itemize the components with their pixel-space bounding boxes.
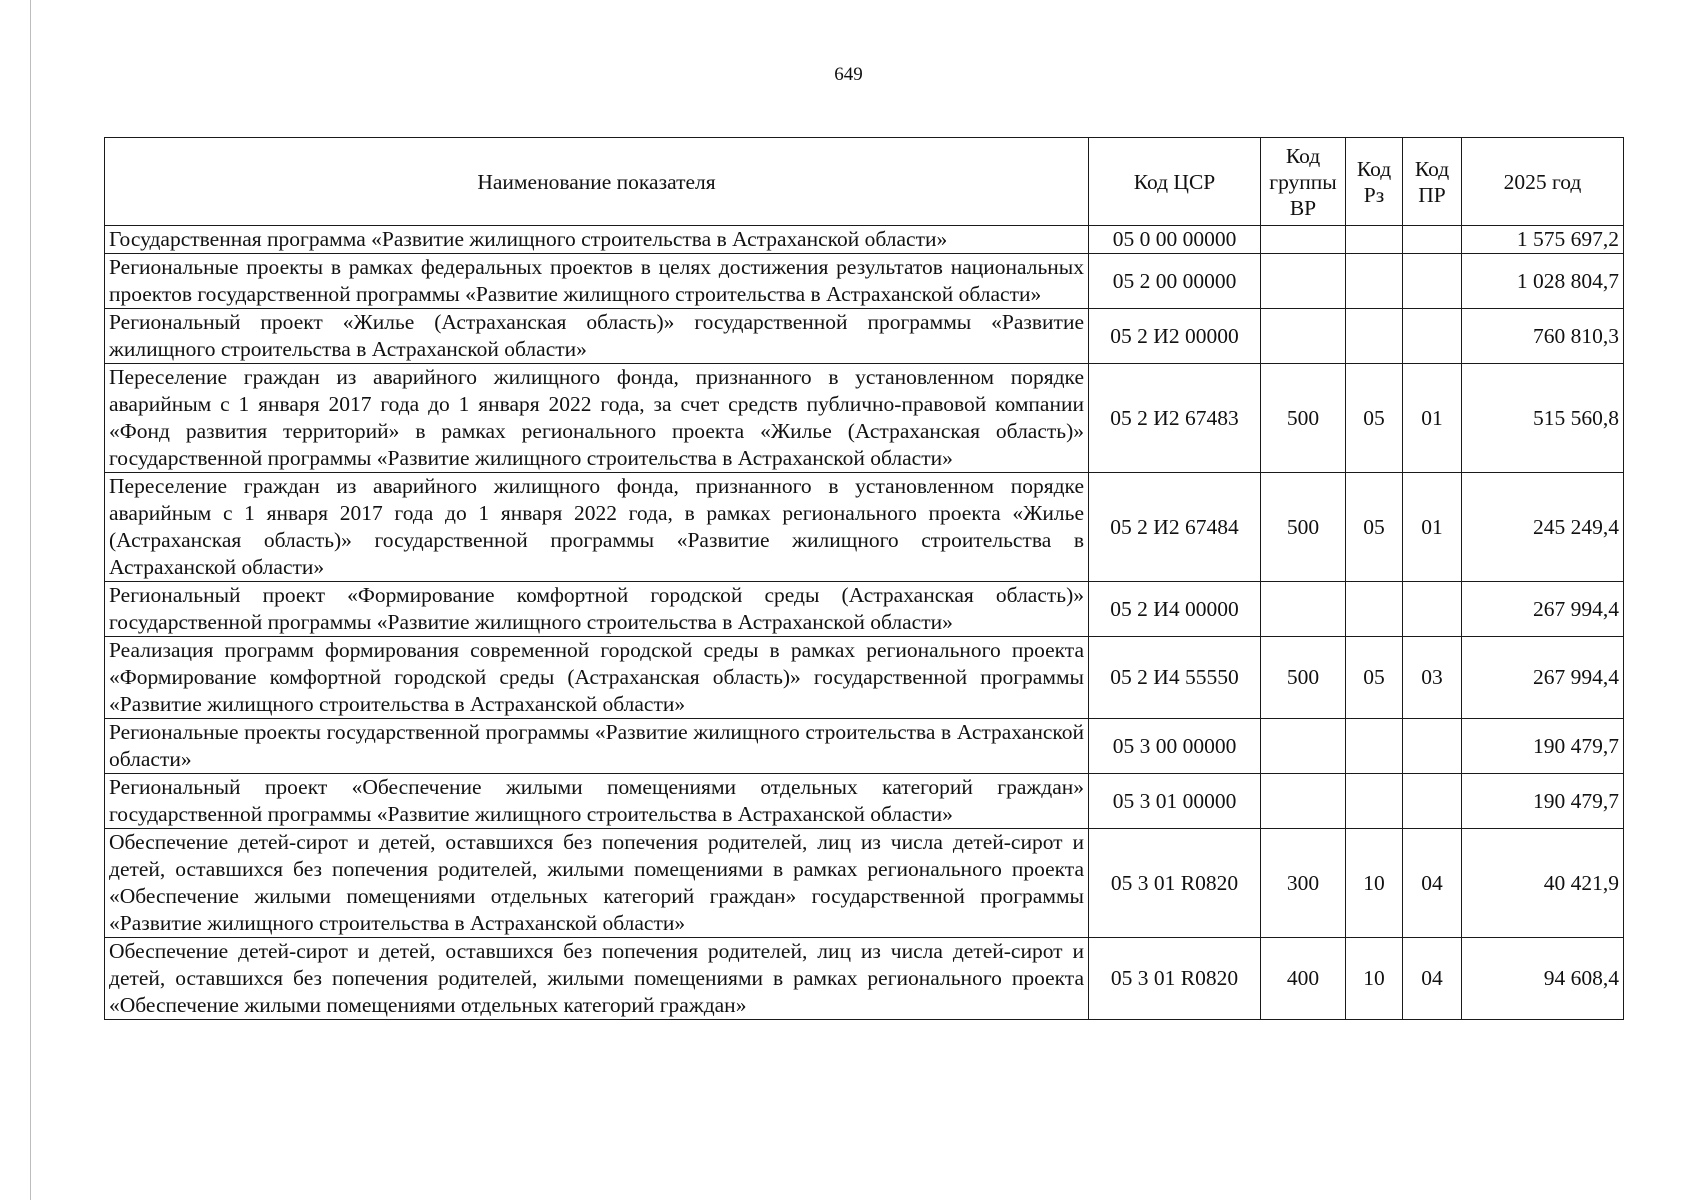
row-csr-code: 05 2 И4 55550 <box>1089 637 1261 719</box>
row-name: Переселение граждан из аварийного жилищного фонда, признанного в установленном порядке аварийным с 1 января 2017 года до 1 января 2022 года, в рамках регионального проекта «Жилье (Астраханская область)» государственной программы «Развитие жилищного строительства в Астраханской области» <box>105 473 1089 582</box>
row-pr-code <box>1403 774 1462 829</box>
row-pr-code <box>1403 254 1462 309</box>
row-rz-code: 05 <box>1346 473 1403 582</box>
row-vr-code: 400 <box>1261 938 1346 1020</box>
header-name: Наименование показателя <box>105 138 1089 226</box>
row-rz-code <box>1346 309 1403 364</box>
table-row <box>105 582 1624 637</box>
row-rz-code: 05 <box>1346 364 1403 473</box>
row-vr-code: 500 <box>1261 473 1346 582</box>
row-vr-code <box>1261 582 1346 637</box>
row-name: Региональные проекты в рамках федеральных проектов в целях достижения результатов национальных проектов государственной программы «Развитие жилищного строительства в Астраханской области» <box>105 254 1089 309</box>
row-name: Региональные проекты государственной программы «Развитие жилищного строительства в Астраханской области» <box>105 719 1089 774</box>
row-amount: 190 479,7 <box>1462 774 1624 829</box>
row-name: Региональный проект «Жилье (Астраханская область)» государственной программы «Развитие жилищного строительства в Астраханской области» <box>105 309 1089 364</box>
table-row <box>105 309 1624 364</box>
table-row <box>105 473 1624 582</box>
row-amount: 1 028 804,7 <box>1462 254 1624 309</box>
row-name: Обеспечение детей-сирот и детей, оставшихся без попечения родителей, лиц из числа детей-сирот и детей, оставшихся без попечения родителей, жилыми помещениями в рамках регионального проекта «Обеспечение жилыми помещениями отдельных категорий граждан» <box>105 938 1089 1020</box>
row-amount: 1 575 697,2 <box>1462 226 1624 254</box>
row-pr-code <box>1403 309 1462 364</box>
row-vr-code: 500 <box>1261 364 1346 473</box>
budget-table <box>104 137 1624 1020</box>
row-csr-code: 05 3 01 00000 <box>1089 774 1261 829</box>
row-name: Региональный проект «Формирование комфортной городской среды (Астраханская область)» государственной программы «Развитие жилищного строительства в Астраханской области» <box>105 582 1089 637</box>
table-header-row <box>105 138 1624 226</box>
row-amount: 40 421,9 <box>1462 829 1624 938</box>
row-name: Государственная программа «Развитие жилищного строительства в Астраханской области» <box>105 226 1089 254</box>
row-pr-code: 01 <box>1403 473 1462 582</box>
row-name: Реализация программ формирования современной городской среды в рамках регионального проекта «Формирование комфортной городской среды (Астраханская область)» государственной программы «Развитие жилищного строительства в Астраханской области» <box>105 637 1089 719</box>
row-name: Обеспечение детей-сирот и детей, оставшихся без попечения родителей, лиц из числа детей-сирот и детей, оставшихся без попечения родителей, жилыми помещениями в рамках регионального проекта «Обеспечение жилыми помещениями отдельных категорий граждан» государственной программы «Развитие жилищного строительства в Астраханской области» <box>105 829 1089 938</box>
row-name: Переселение граждан из аварийного жилищного фонда, признанного в установленном порядке аварийным с 1 января 2017 года до 1 января 2022 года, за счет средств публично-правовой компании «Фонд развития территорий» в рамках регионального проекта «Жилье (Астраханская область)» государственной программы «Развитие жилищного строительства в Астраханской области» <box>105 364 1089 473</box>
page-number: 649 <box>834 64 863 85</box>
scan-margin-line <box>30 0 31 1200</box>
row-pr-code: 04 <box>1403 829 1462 938</box>
row-amount: 190 479,7 <box>1462 719 1624 774</box>
header-csr-code: Код ЦСР <box>1089 138 1261 226</box>
row-vr-code <box>1261 719 1346 774</box>
row-pr-code: 04 <box>1403 938 1462 1020</box>
row-name: Региональный проект «Обеспечение жилыми помещениями отдельных категорий граждан» государственной программы «Развитие жилищного строительства в Астраханской области» <box>105 774 1089 829</box>
row-pr-code <box>1403 582 1462 637</box>
row-pr-code: 03 <box>1403 637 1462 719</box>
row-pr-code: 01 <box>1403 364 1462 473</box>
table-row <box>105 719 1624 774</box>
row-pr-code <box>1403 226 1462 254</box>
row-amount: 267 994,4 <box>1462 582 1624 637</box>
table-row <box>105 829 1624 938</box>
table-row <box>105 226 1624 254</box>
row-csr-code: 05 2 И2 00000 <box>1089 309 1261 364</box>
table-row <box>105 364 1624 473</box>
header-year: 2025 год <box>1462 138 1624 226</box>
row-amount: 245 249,4 <box>1462 473 1624 582</box>
table-row <box>105 637 1624 719</box>
header-rz-code: Код Рз <box>1346 138 1403 226</box>
row-amount: 760 810,3 <box>1462 309 1624 364</box>
row-amount: 94 608,4 <box>1462 938 1624 1020</box>
row-vr-code: 500 <box>1261 637 1346 719</box>
row-vr-code <box>1261 774 1346 829</box>
row-csr-code: 05 2 И2 67483 <box>1089 364 1261 473</box>
row-rz-code: 05 <box>1346 637 1403 719</box>
row-rz-code <box>1346 719 1403 774</box>
row-csr-code: 05 3 01 R0820 <box>1089 938 1261 1020</box>
row-vr-code <box>1261 309 1346 364</box>
row-csr-code: 05 2 И4 00000 <box>1089 582 1261 637</box>
row-amount: 267 994,4 <box>1462 637 1624 719</box>
row-rz-code: 10 <box>1346 829 1403 938</box>
row-csr-code: 05 2 И2 67484 <box>1089 473 1261 582</box>
row-vr-code <box>1261 254 1346 309</box>
row-csr-code: 05 3 01 R0820 <box>1089 829 1261 938</box>
row-pr-code <box>1403 719 1462 774</box>
table-row <box>105 254 1624 309</box>
row-rz-code <box>1346 774 1403 829</box>
row-rz-code: 10 <box>1346 938 1403 1020</box>
row-vr-code: 300 <box>1261 829 1346 938</box>
table-row <box>105 774 1624 829</box>
header-vr-code: Код группы ВР <box>1261 138 1346 226</box>
row-rz-code <box>1346 226 1403 254</box>
row-csr-code: 05 0 00 00000 <box>1089 226 1261 254</box>
row-csr-code: 05 2 00 00000 <box>1089 254 1261 309</box>
row-rz-code <box>1346 582 1403 637</box>
header-pr-code: Код ПР <box>1403 138 1462 226</box>
row-amount: 515 560,8 <box>1462 364 1624 473</box>
row-rz-code <box>1346 254 1403 309</box>
row-vr-code <box>1261 226 1346 254</box>
table-row <box>105 938 1624 1020</box>
row-csr-code: 05 3 00 00000 <box>1089 719 1261 774</box>
